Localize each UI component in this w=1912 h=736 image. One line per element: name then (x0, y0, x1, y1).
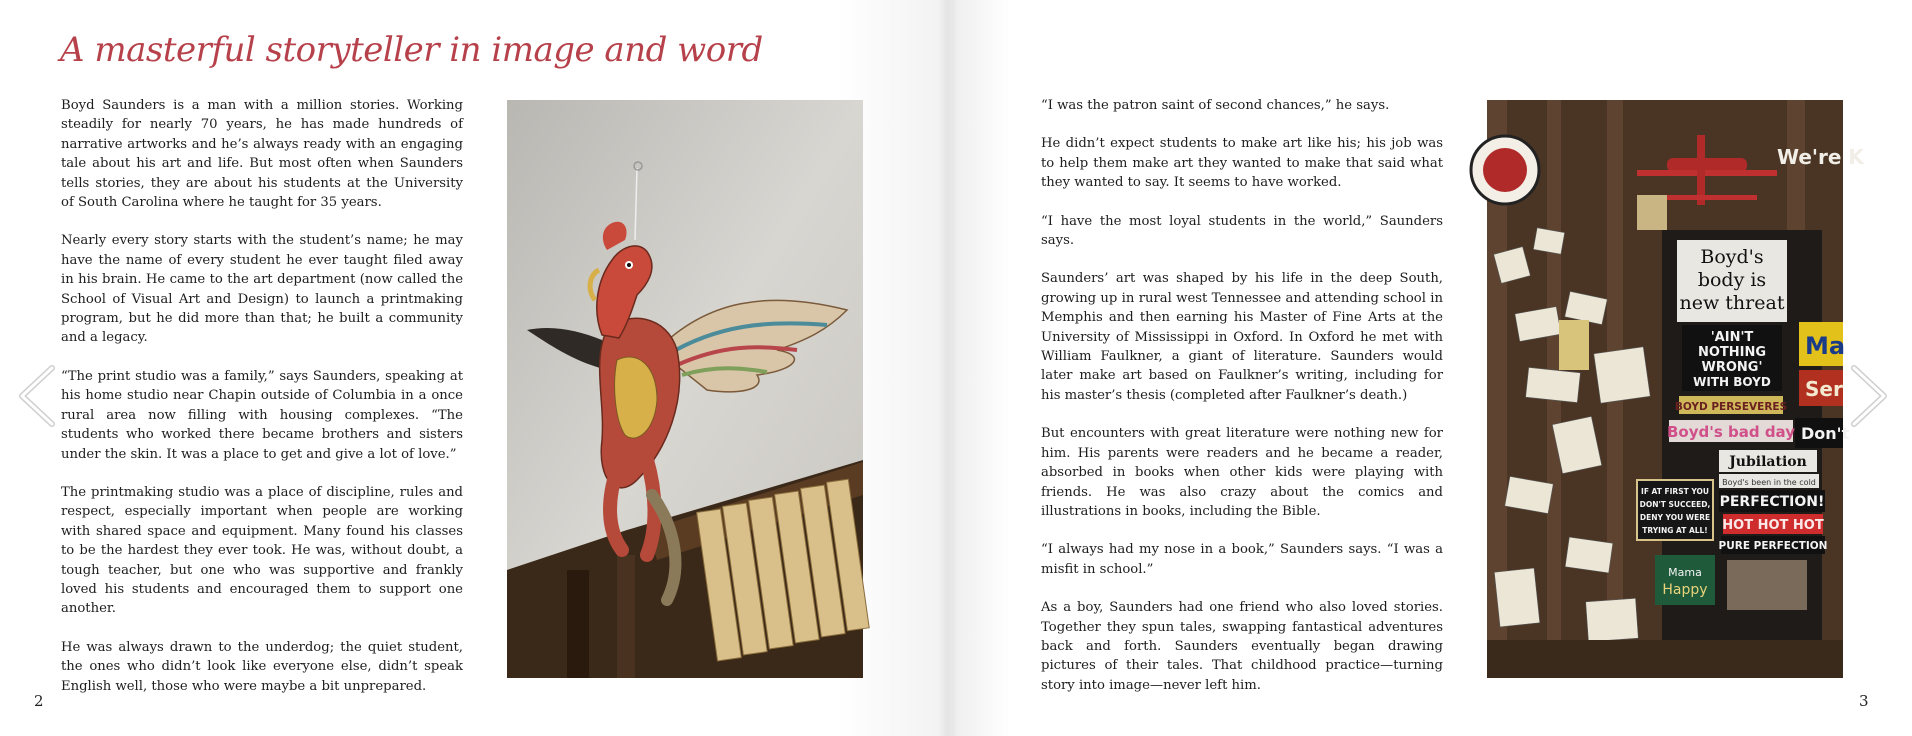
sign-dont: Don't (1801, 424, 1850, 443)
right-page (952, 0, 1912, 736)
sign-hot-hot-hot: HOT HOT HOT (1722, 518, 1824, 533)
sign-boyds-body-1: Boyd's (1700, 246, 1764, 268)
sign-perfection: PERFECTION! (1719, 494, 1825, 510)
article-title: A masterful storyteller in image and word (60, 30, 763, 70)
paragraph: But encounters with great literature were nothing new for him. His parents were readers and he became a reader, absorbed in books when other kids were playing with friends. He was also crazy about the comics and illustrations in books, including the Bible. (1041, 426, 1443, 519)
left-page (0, 0, 952, 736)
left-text-column (61, 96, 463, 715)
sign-were-k: We're K (1777, 145, 1864, 169)
paragraph: “I always had my nose in a book,” Saunders says. “I was a misfit in school.” (1041, 542, 1443, 577)
sign-ser: Ser (1805, 377, 1843, 401)
paragraph: As a boy, Saunders had one friend who also loved stories. Together they spun tales, swapping fantastical adventures back and forth. Saunders eventually began drawing pictures of their tales. That childhood practice—turning story into image—never left him. (1041, 600, 1443, 693)
page-number: 3 (1859, 692, 1869, 710)
page-number: 2 (34, 692, 44, 710)
paragraph: Nearly every story starts with the student’s name; he may have the name of every student he ever taught filed away in his brain. He came to the art department (now called the School of Visual Art and Design) to launch a printmaking program, but he did more than that; he built a community and a legacy. (61, 233, 463, 346)
paragraph: The printmaking studio was a place of discipline, rules and respect, especially important when people are working with shared space and equipment. Many found his classes to be the hardest they ever took. He was, without doubt, a tough teacher, but one who was supportive and frankly loved his students and encouraged them to support one another. (61, 484, 463, 617)
paragraph: Boyd Saunders is a man with a million stories. Working steadily for nearly 70 years, he has made hundreds of narrative artworks and he’s always ready with an engaging tale about his art and life. But most often when Saunders tells stories, they are about his students at the University of South Carolina where he taught for 35 years. (61, 98, 463, 211)
sign-boyds-been-cold: Boyd's been in the cold (1722, 478, 1816, 487)
paragraph: “I was the patron saint of second chances,” he says. (1041, 98, 1390, 113)
spine-shadow (938, 0, 958, 736)
sign-ma: Ma (1805, 332, 1846, 360)
photo-carved-winged-horse (507, 100, 863, 678)
sign-boyd-perseveres: BOYD PERSEVERES (1674, 401, 1788, 413)
chevron-left-icon (12, 364, 62, 428)
sign-if-at-first-2: DON'T SUCCEED, (1639, 500, 1711, 509)
previous-page-button[interactable] (12, 364, 62, 428)
sign-boyds-body-3: new threat (1679, 292, 1785, 314)
sign-aint-2: NOTHING (1697, 345, 1767, 360)
sign-happy: Happy (1662, 582, 1708, 598)
sign-if-at-first-3: DENY YOU WERE (1639, 513, 1711, 522)
sign-mama: Mama (1668, 566, 1702, 579)
sign-boyds-bad-day: Boyd's bad day (1667, 423, 1795, 441)
paragraph: He didn’t expect students to make art like his; his job was to help them make art they wanted to make that said what they wanted to say. It seems to have worked. (1041, 136, 1443, 191)
photo-bulletin-board (1487, 100, 1864, 678)
paragraph: “I have the most loyal students in the world,” Saunders says. (1041, 213, 1443, 249)
sign-if-at-first-1: IF AT FIRST YOU (1641, 487, 1709, 496)
paragraph: He was always drawn to the underdog; the quiet student, the ones who didn’t look like everyone else, didn’t speak English well, those who were maybe a bit unprepared. (61, 639, 463, 694)
sign-if-at-first-4: TRYING AT ALL! (1642, 526, 1708, 535)
chevron-right-icon (1844, 364, 1894, 428)
sign-aint-3: WRONG' (1701, 360, 1763, 375)
paragraph: Saunders’ art was shaped by his life in the deep South, growing up in rural west Tennessee and attending school in Memphis and then earning his Master of Fine Arts at the University of Mississippi in Oxford. In Oxford he met with William Faulkner, a giant of literature. Saunders would later make art based on Faulkner’s writing, including for his master’s thesis (completed after Faulkner’s death.) (1041, 271, 1443, 403)
sign-aint-1: 'AIN'T (1710, 330, 1754, 345)
right-text-column (1041, 96, 1443, 714)
paragraph: “The print studio was a family,” says Saunders, speaking at his home studio near Chapin outside of Columbia in a once rural area now filling with housing complexes. “The students who worked there became brothers and sisters under the skin. It was a place to get and give a lot of love.” (61, 368, 463, 462)
sign-boyds-body-2: body is (1697, 269, 1767, 291)
sign-jubilation: Jubilation (1729, 454, 1807, 470)
next-page-button[interactable] (1844, 364, 1894, 428)
sign-aint-4: WITH BOYD (1693, 375, 1771, 389)
sign-pure-perfection: PURE PERFECTION (1718, 540, 1828, 552)
